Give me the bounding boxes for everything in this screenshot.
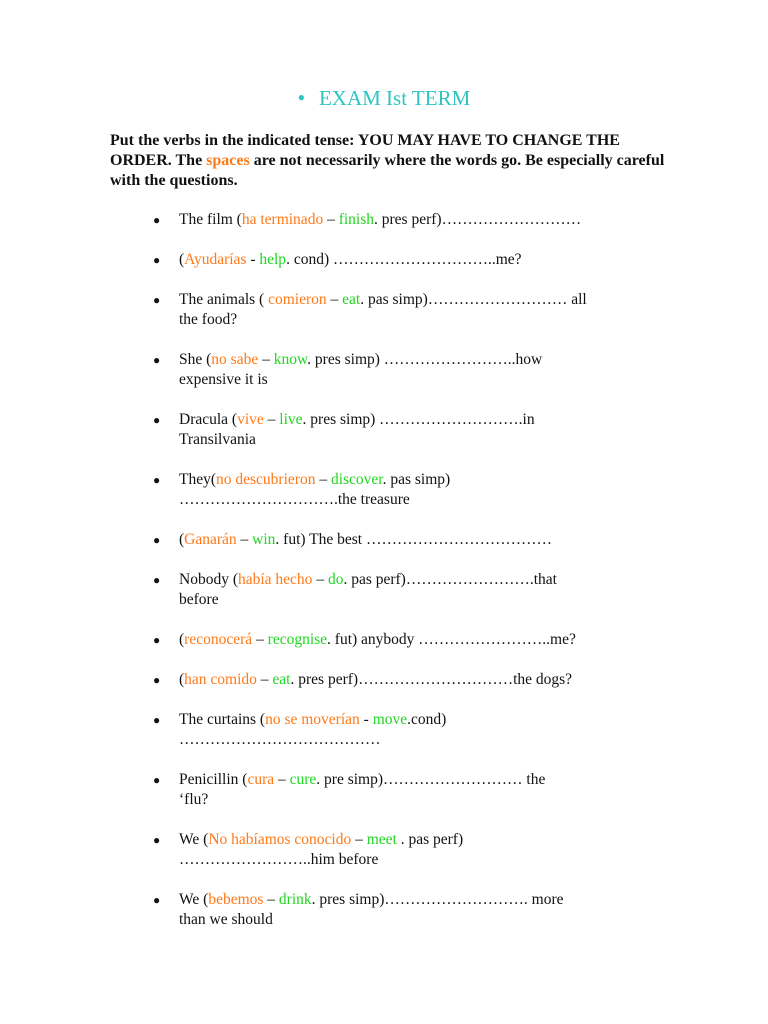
exercise-prefix: Penicillin ( [179,771,248,788]
exercise-continuation: ‘flu? [179,791,209,808]
english-verb: move [372,711,408,728]
bullet-icon: ● [153,353,161,367]
english-verb: eat [342,291,361,308]
exercise-separator: – [252,631,268,648]
exercise-prefix: We ( [179,831,209,848]
exercise-prefix: We ( [179,891,209,908]
exercise-suffix: . pres perf)…………………………the dogs? [290,671,573,688]
exercise-text [179,670,669,690]
exercise-suffix: . pas perf)…………………….that [343,571,557,588]
exercise-text [179,530,669,550]
bullet-icon: ● [153,773,161,787]
english-verb: finish [338,211,375,228]
spanish-verb: Ayudarías [184,251,247,268]
bullet-icon: ● [153,253,161,267]
exercise-continuation: the food? [179,311,238,328]
exercise-prefix: ( [179,631,185,648]
english-verb: know [273,351,308,368]
exercise-suffix: . pas simp)……………………… all [360,291,587,308]
bullet-icon: ● [153,673,161,687]
exercise-suffix: . pres simp)………………………. more [311,891,564,908]
exercise-prefix: The animals ( [179,291,269,308]
exercise-suffix: . pres simp) ……………………..how [307,351,543,368]
bullet-icon: ● [153,293,161,307]
exercise-suffix: . pas perf) [396,831,464,848]
exercise-suffix: . pas simp) [382,471,451,488]
exercise-prefix: Nobody ( [179,571,238,588]
english-verb: drink [278,891,312,908]
exercise-separator: – [236,531,253,548]
exercise-continuation: ………………………….the treasure [179,491,410,508]
exercise-continuation: before [179,591,219,608]
exercise-suffix: . pres simp) ……………………….in [302,411,535,428]
page-title [0,86,768,111]
english-verb: live [279,411,303,428]
spanish-verb: no se moverían [265,711,360,728]
exercise-prefix: ( [179,531,185,548]
exercise-prefix: ( [179,671,185,688]
exercise-separator: – [312,571,328,588]
title-bullet: ● [297,89,305,104]
exercise-separator: – [274,771,290,788]
exercise-prefix: Dracula ( [179,411,238,428]
exercise-prefix: The film ( [179,211,242,228]
exercise-separator: – [326,291,343,308]
exercise-text [179,290,669,330]
exercise-prefix: The curtains ( [179,711,266,728]
exercise-separator: - [359,711,373,728]
exercise-text [179,350,669,390]
bullet-icon: ● [153,473,161,487]
exercise-text [179,710,669,750]
english-verb: do [327,571,344,588]
bullet-icon: ● [153,533,161,547]
spanish-verb: cura [247,771,275,788]
exercise-text [179,410,669,450]
exercise-prefix: They( [179,471,217,488]
exercise-separator: – [263,891,279,908]
spanish-verb: vive [237,411,264,428]
exercise-text [179,210,669,230]
bullet-icon: ● [153,573,161,587]
instructions-highlight: spaces [206,152,250,169]
spanish-verb: No habíamos conocido [208,831,352,848]
english-verb: discover [330,471,383,488]
instructions-part2: are not necessarily where the words go. Be especially careful with the questions. [110,152,665,189]
instructions-part1: Put the verbs in the indicated tense: YOU MAY HAVE TO CHANGE THE ORDER. The [110,132,620,169]
spanish-verb: bebemos [208,891,264,908]
exercise-text [179,770,669,810]
exercise-prefix: ( [179,251,185,268]
exercise-continuation: ………………………………… [179,731,381,748]
english-verb: help [259,251,287,268]
spanish-verb: había hecho [237,571,313,588]
exercise-prefix: She ( [179,351,212,368]
spanish-verb: ha terminado [241,211,324,228]
exercise-continuation: than we should [179,911,273,928]
spanish-verb: no sabe [211,351,259,368]
bullet-icon: ● [153,713,161,727]
spanish-verb: Ganarán [184,531,237,548]
exercise-text [179,630,669,650]
exercise-text [179,830,669,870]
english-verb: cure [289,771,317,788]
bullet-icon: ● [153,833,161,847]
english-verb: recognise [267,631,328,648]
exercise-separator: – [315,471,331,488]
exercise-separator: – [256,671,273,688]
exercise-suffix: . pre simp)……………………… the [316,771,546,788]
instructions [110,131,670,191]
exercise-text [179,470,669,510]
bullet-icon: ● [153,633,161,647]
bullet-icon: ● [153,213,161,227]
spanish-verb: han comido [184,671,257,688]
exercise-separator: – [323,211,339,228]
exercise-suffix: . fut) anybody ……………………..me? [327,631,576,648]
exercise-suffix: .cond) [407,711,447,728]
exercise-continuation: expensive it is [179,371,268,388]
exercise-separator: – [258,351,274,368]
english-verb: win [252,531,276,548]
exercise-separator: - [246,251,260,268]
exercise-continuation: Transilvania [179,431,256,448]
exercise-separator: – [351,831,367,848]
bullet-icon: ● [153,893,161,907]
english-verb: meet [366,831,397,848]
exercise-continuation: ……………………..him before [179,851,379,868]
spanish-verb: no descubrieron [216,471,316,488]
title-text: EXAM Ist TERM [318,86,471,110]
exercise-suffix: . pres perf)……………………… [374,211,582,228]
exercise-separator: – [263,411,280,428]
spanish-verb: comieron [268,291,327,308]
exercise-suffix: . fut) The best ……………………………… [275,531,552,548]
exercise-text [179,890,669,930]
bullet-icon: ● [153,413,161,427]
exercise-text [179,570,669,610]
spanish-verb: reconocerá [184,631,253,648]
exercise-text [179,250,669,270]
english-verb: eat [272,671,291,688]
exercise-suffix: . cond) …………………………..me? [286,251,522,268]
